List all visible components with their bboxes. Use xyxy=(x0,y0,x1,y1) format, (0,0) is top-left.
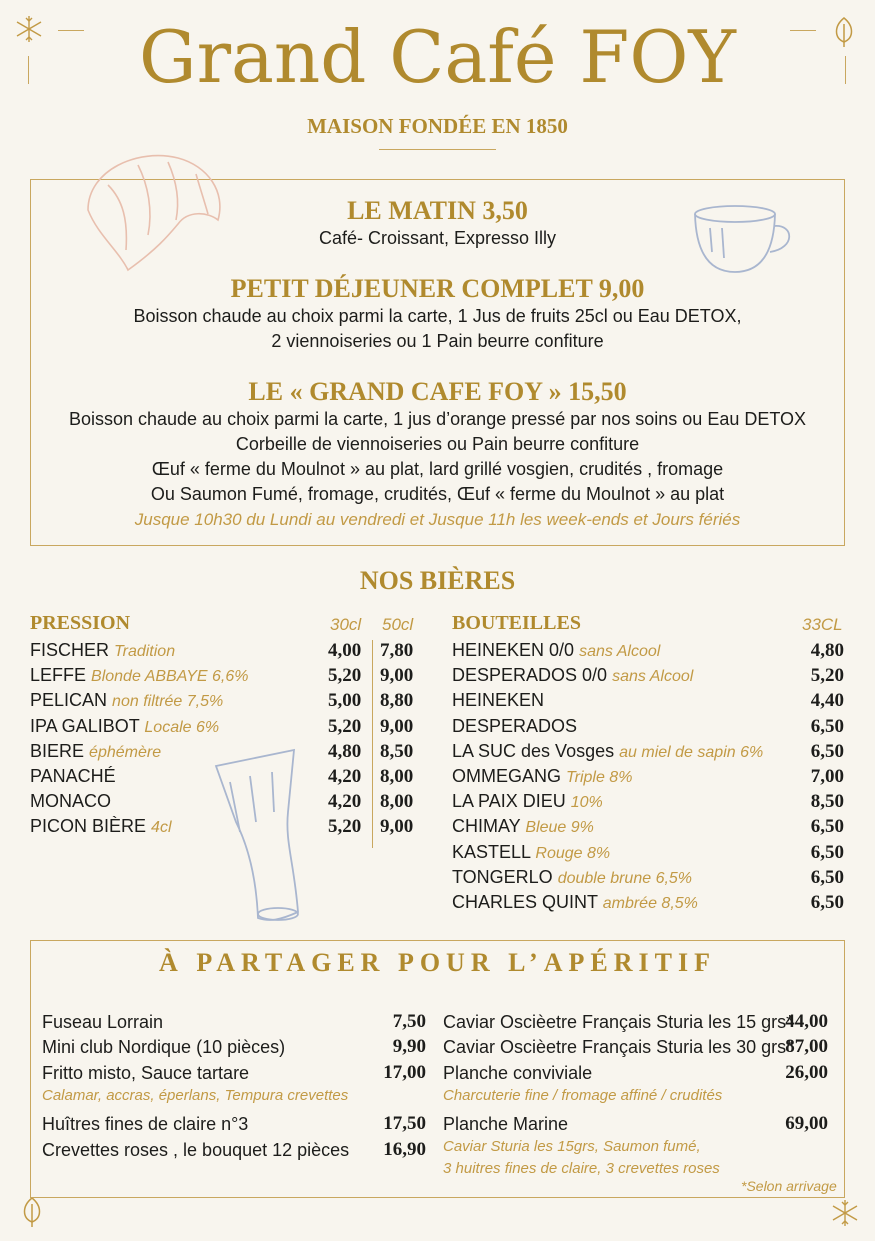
beer-row xyxy=(452,739,844,764)
apero-item-price: 44,00 xyxy=(785,1011,828,1032)
price-50cl: 8,00 xyxy=(380,766,414,787)
price-30cl: 4,00 xyxy=(328,640,362,661)
beer-row xyxy=(452,638,844,663)
beer-note: ambrée 8,5% xyxy=(602,895,698,912)
apero-footnote: *Selon arrivage xyxy=(741,1178,837,1194)
apero-item-desc: Calamar, accras, éperlans, Tempura crevettes xyxy=(42,1087,349,1104)
beer-name xyxy=(452,890,698,916)
price-50cl: 8,50 xyxy=(380,740,414,762)
beer-name xyxy=(30,638,175,664)
apero-item-name: Mini club Nordique (10 pièces) xyxy=(42,1037,286,1057)
title-divider xyxy=(379,149,496,150)
beer-name xyxy=(30,764,116,789)
beer-name-text: BIERE xyxy=(30,740,85,761)
beer-name xyxy=(30,714,219,740)
beer-note: sans Alcool xyxy=(579,643,661,660)
beer-name xyxy=(30,789,111,814)
apero-item-name: Fritto misto, Sauce tartare xyxy=(42,1063,250,1083)
beer-name-text: PANACHÉ xyxy=(30,766,116,786)
price-33cl: 6,50 xyxy=(810,866,844,888)
beer-name-text: DESPERADOS xyxy=(452,715,578,736)
price-50cl: 9,00 xyxy=(380,665,414,687)
beer-note: Blonde ABBAYE 6,6% xyxy=(91,668,249,686)
beer-note: éphémère xyxy=(89,743,162,761)
price-33cl: 6,50 xyxy=(810,892,844,913)
bouteilles-title: BOUTEILLES xyxy=(452,612,581,634)
grand-line: Ou Saumon Fumé, fromage, crudités, Œuf « ferme du Moulnot » au plat xyxy=(150,484,725,504)
apero-item-name: Planche conviviale xyxy=(443,1063,593,1083)
beer-row xyxy=(30,688,430,713)
beer-name xyxy=(452,739,763,765)
beer-name xyxy=(30,814,172,840)
apero-item-price: 17,00 xyxy=(383,1062,426,1083)
beer-row xyxy=(452,714,844,739)
apero-item xyxy=(42,1035,426,1059)
beer-name xyxy=(452,714,577,739)
beer-name xyxy=(452,688,544,713)
page-title: Grand Café FOY xyxy=(139,15,736,99)
beer-name-text: HEINEKEN xyxy=(452,690,545,711)
beer-name-text: LA SUC des Vosges xyxy=(452,740,615,761)
beer-name-text: IPA GALIBOT xyxy=(30,715,140,736)
matin-desc: Café- Croissant, Expresso Illy xyxy=(318,228,557,248)
beer-row xyxy=(452,840,844,865)
beer-row xyxy=(30,714,430,739)
grand-line: Boisson chaude au choix parmi la carte, 1 jus d’orange pressé par nos soins ou Eau DETOX xyxy=(68,409,807,429)
beer-note: Locale 6% xyxy=(144,718,220,736)
apero-item-price: 26,00 xyxy=(785,1062,828,1083)
beer-note: au miel de sapin 6% xyxy=(619,743,764,761)
price-30cl: 5,20 xyxy=(328,665,362,687)
price-33cl: 5,20 xyxy=(810,665,844,687)
beer-name-text: PICON BIÈRE xyxy=(30,816,147,837)
apero-item-price: 17,50 xyxy=(383,1113,426,1134)
apero-title: À PARTAGER POUR L’APÉRITIF xyxy=(159,948,716,977)
price-33cl: 6,50 xyxy=(810,715,844,737)
beer-name-text: FISCHER xyxy=(30,640,110,660)
price-30cl: 5,20 xyxy=(328,816,362,838)
pression-col1: 30cl xyxy=(330,615,362,634)
apero-item-name: Caviar Oscièetre Français Sturia les 30 grs* xyxy=(443,1037,794,1057)
complet-line: 2 viennoiseries ou 1 Pain beurre confiture xyxy=(271,331,604,351)
beer-name xyxy=(30,663,248,689)
page-subtitle: MAISON FONDÉE EN 1850 xyxy=(307,114,568,138)
beer-note: Triple 8% xyxy=(566,769,633,786)
beer-name xyxy=(452,663,693,689)
apero-item-name: Caviar Oscièetre Français Sturia les 15 grs* xyxy=(443,1012,794,1032)
price-30cl: 5,20 xyxy=(328,715,362,737)
apero-item xyxy=(443,1061,828,1085)
apero-item-name: Planche Marine xyxy=(443,1114,569,1134)
beer-name xyxy=(452,764,632,790)
beer-name xyxy=(452,840,610,866)
beer-row xyxy=(452,663,844,688)
beer-row xyxy=(30,663,430,688)
beer-row xyxy=(452,764,844,789)
apero-item-price: 16,90 xyxy=(383,1139,426,1160)
apero-item xyxy=(443,1112,828,1136)
beer-name-text: PELICAN xyxy=(30,690,108,711)
price-30cl: 5,00 xyxy=(328,690,362,712)
apero-item-price: 69,00 xyxy=(785,1113,828,1134)
apero-item-desc: Caviar Sturia les 15grs, Saumon fumé, xyxy=(443,1138,701,1155)
grand-line: Œuf « ferme du Moulnot » au plat, lard grillé vosgien, crudités , fromage xyxy=(151,459,724,479)
beer-row xyxy=(452,814,844,839)
leaf-icon xyxy=(20,1196,44,1233)
beer-name-text: LA PAIX DIEU xyxy=(452,791,566,812)
beer-glass-illustration xyxy=(210,742,310,932)
beer-note: double brune 6,5% xyxy=(557,869,693,887)
snowflake-icon xyxy=(830,1198,860,1233)
beer-note: Bleue 9% xyxy=(525,819,594,837)
apero-item xyxy=(443,1010,828,1034)
beer-row xyxy=(452,688,844,713)
complet-line: Boisson chaude au choix parmi la carte, 1 Jus de fruits 25cl ou Eau DETOX, xyxy=(133,306,742,326)
grand-note: Jusque 10h30 du Lundi au vendredi et Jusque 11h les week-ends et Jours fériés xyxy=(134,510,741,529)
grand-section xyxy=(30,377,845,532)
price-30cl: 4,80 xyxy=(328,740,362,762)
pression-title: PRESSION xyxy=(30,612,131,634)
matin-title: LE MATIN 3,50 xyxy=(347,196,528,225)
grand-title: LE « GRAND CAFE FOY » 15,50 xyxy=(248,377,627,406)
complet-title: PETIT DÉJEUNER COMPLET 9,00 xyxy=(230,274,645,303)
price-50cl: 9,00 xyxy=(380,715,414,737)
beer-name-text: KASTELL xyxy=(452,841,531,862)
price-30cl: 4,20 xyxy=(328,791,362,813)
price-33cl: 6,50 xyxy=(810,740,844,762)
beer-name-text: CHARLES QUINT xyxy=(452,892,598,912)
beer-row xyxy=(452,865,844,890)
beer-name xyxy=(452,814,594,840)
price-33cl: 8,50 xyxy=(810,791,844,813)
apero-item-name: Fuseau Lorrain xyxy=(42,1012,164,1032)
complet-section xyxy=(30,274,845,354)
beer-name xyxy=(452,865,692,891)
price-33cl: 6,50 xyxy=(810,841,844,863)
pression-col2: 50cl xyxy=(382,615,414,634)
beer-row xyxy=(30,638,430,663)
beer-note: 4cl xyxy=(151,819,172,837)
price-33cl: 7,00 xyxy=(810,766,844,787)
grand-line: Corbeille de viennoiseries ou Pain beurre confiture xyxy=(235,434,640,454)
beer-name-text: CHIMAY xyxy=(452,816,521,837)
apero-item-price: 7,50 xyxy=(392,1011,426,1032)
beer-note: 10% xyxy=(570,794,603,812)
apero-item-price: 9,90 xyxy=(392,1036,426,1057)
beer-name xyxy=(30,688,223,714)
price-50cl: 9,00 xyxy=(380,816,414,838)
price-33cl: 4,40 xyxy=(810,690,844,712)
beer-name xyxy=(452,789,603,815)
price-50cl: 8,00 xyxy=(380,791,414,813)
beer-name xyxy=(30,739,161,765)
beer-note: sans Alcool xyxy=(612,668,694,686)
apero-item xyxy=(443,1035,828,1059)
beer-name-text: MONACO xyxy=(30,791,111,812)
apero-item xyxy=(42,1010,426,1034)
price-33cl: 6,50 xyxy=(810,816,844,838)
beer-name-text: HEINEKEN 0/0 xyxy=(452,640,575,660)
beer-note: non filtrée 7,5% xyxy=(112,693,224,711)
beer-name-text: TONGERLO xyxy=(452,866,553,887)
apero-item-name: Crevettes roses , le bouquet 12 pièces xyxy=(42,1140,350,1160)
beer-name xyxy=(452,638,660,664)
apero-item-desc: Charcuterie fine / fromage affiné / crudités xyxy=(443,1087,723,1104)
price-30cl: 4,20 xyxy=(328,766,362,787)
price-50cl: 8,80 xyxy=(380,690,414,712)
apero-item-name: Huîtres fines de claire n°3 xyxy=(42,1114,249,1134)
apero-item-price: 87,00 xyxy=(785,1036,828,1057)
beer-name-text: LEFFE xyxy=(30,665,87,686)
apero-item-desc: 3 huitres fines de claire, 3 crevettes roses xyxy=(443,1160,720,1177)
price-50cl: 7,80 xyxy=(380,640,414,661)
beer-name-text: DESPERADOS 0/0 xyxy=(452,665,608,686)
beer-name-text: OMMEGANG xyxy=(452,766,562,786)
bouteilles-col: 33CL xyxy=(802,615,843,634)
apero-item xyxy=(42,1112,426,1136)
beer-note: Rouge 8% xyxy=(535,844,611,862)
matin-section xyxy=(30,196,845,251)
beers-title: NOS BIÈRES xyxy=(359,566,516,595)
price-33cl: 4,80 xyxy=(810,640,844,661)
beer-row xyxy=(452,789,844,814)
apero-item xyxy=(42,1061,426,1085)
beer-note: Tradition xyxy=(114,643,176,660)
apero-item xyxy=(42,1138,426,1162)
beer-row xyxy=(452,890,844,915)
